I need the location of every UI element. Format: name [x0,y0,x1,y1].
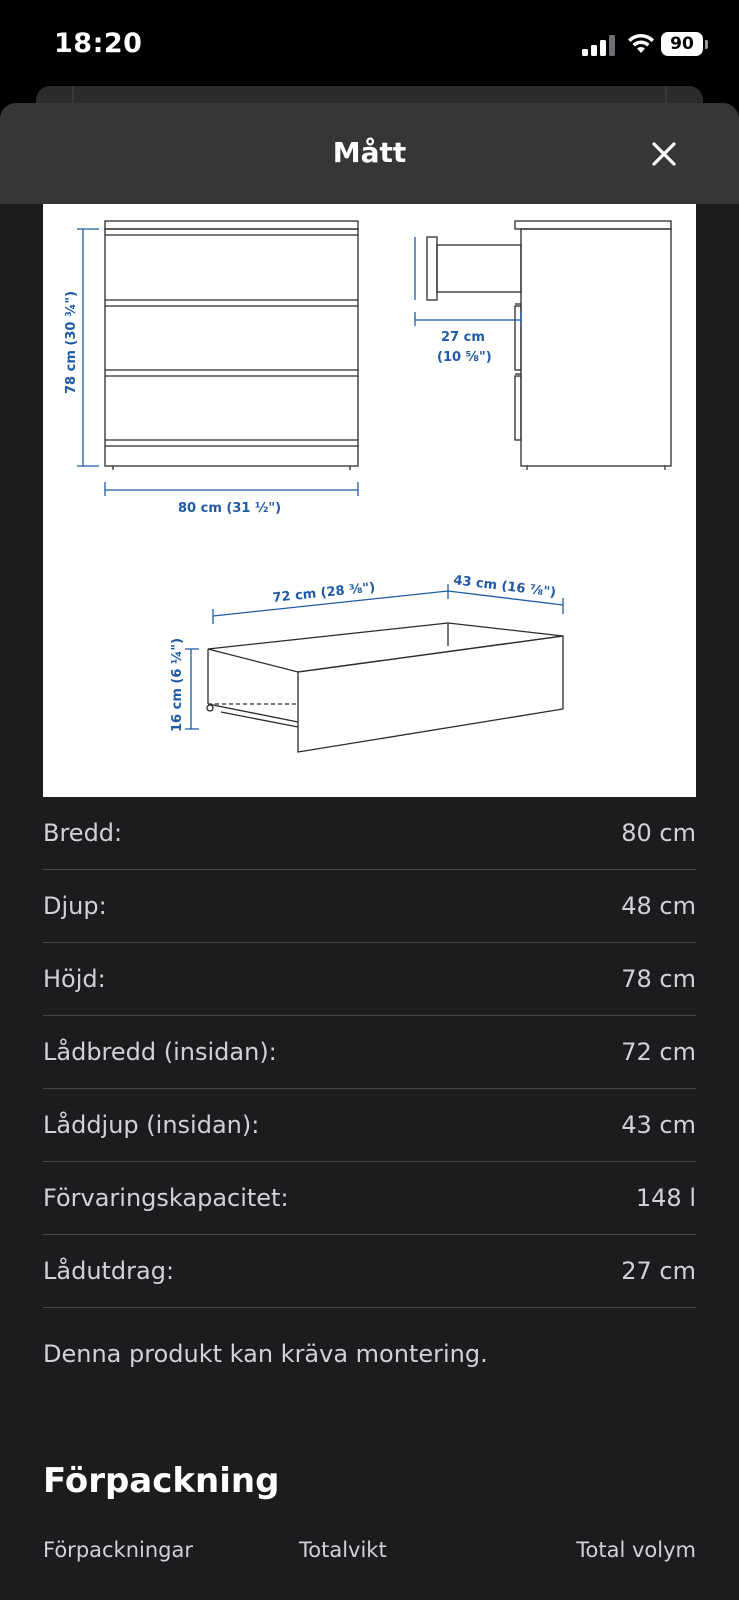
spec-label: Djup: [43,892,107,920]
width-dimension-label: 80 cm (31 ½") [178,501,282,516]
spec-row-drawer-width [43,1016,696,1089]
sheet-header [0,103,739,204]
dimension-diagram [43,204,696,797]
battery-tip [705,40,708,49]
assembly-note: Denna produkt kan kräva montering. [43,1340,488,1368]
spec-value: 78 cm [621,965,696,993]
spec-value: 148 l [635,1184,696,1212]
packaging-header-total-volume: Total volym [576,1538,696,1562]
dimensions-sheet [0,103,739,1600]
packaging-header-packages: Förpackningar [43,1538,194,1562]
spec-row-depth [43,870,696,943]
extension-dimension-label: 27 cm [441,330,485,345]
close-button[interactable] [641,131,687,177]
status-time: 18:20 [54,28,143,59]
packaging-header-total-weight: Totalvikt [299,1538,387,1562]
spec-value: 80 cm [621,819,696,847]
extension-dimension-label-inches: (10 ⅝") [437,350,492,365]
spec-row-storage-capacity [43,1162,696,1235]
spec-label: Bredd: [43,819,123,847]
packaging-title: Förpackning [43,1461,280,1501]
height-dimension-label: 78 cm (30 ¾") [64,290,79,394]
spec-value: 48 cm [621,892,696,920]
packaging-table-header [43,1538,696,1568]
wifi-icon [626,31,656,55]
battery-indicator [661,32,703,56]
spec-row-width [43,797,696,870]
spec-value: 27 cm [621,1257,696,1285]
spec-value: 43 cm [621,1111,696,1139]
sheet-title: Mått [332,136,407,169]
close-icon [641,131,687,177]
battery-level: 90 [670,34,694,54]
spec-value: 72 cm [621,1038,696,1066]
drawer-height-dimension-label: 16 cm (6 ¼") [170,637,185,732]
spec-label: Lådbredd (insidan): [43,1038,277,1066]
cellular-signal-icon [582,34,618,56]
status-bar [0,0,739,86]
spec-row-height [43,943,696,1016]
spec-label: Låddjup (insidan): [43,1111,260,1139]
dimension-drawing [43,204,696,797]
spec-row-drawer-depth [43,1089,696,1162]
spec-row-drawer-extension [43,1235,696,1308]
specifications-list [43,797,696,1308]
drawer-width-dimension-label: 72 cm (28 ⅜") [271,580,376,606]
spec-label: Lådutdrag: [43,1257,175,1285]
spec-label: Höjd: [43,965,106,993]
spec-label: Förvaringskapacitet: [43,1184,289,1212]
drawer-depth-dimension-label: 43 cm (16 ⅞") [452,573,557,601]
